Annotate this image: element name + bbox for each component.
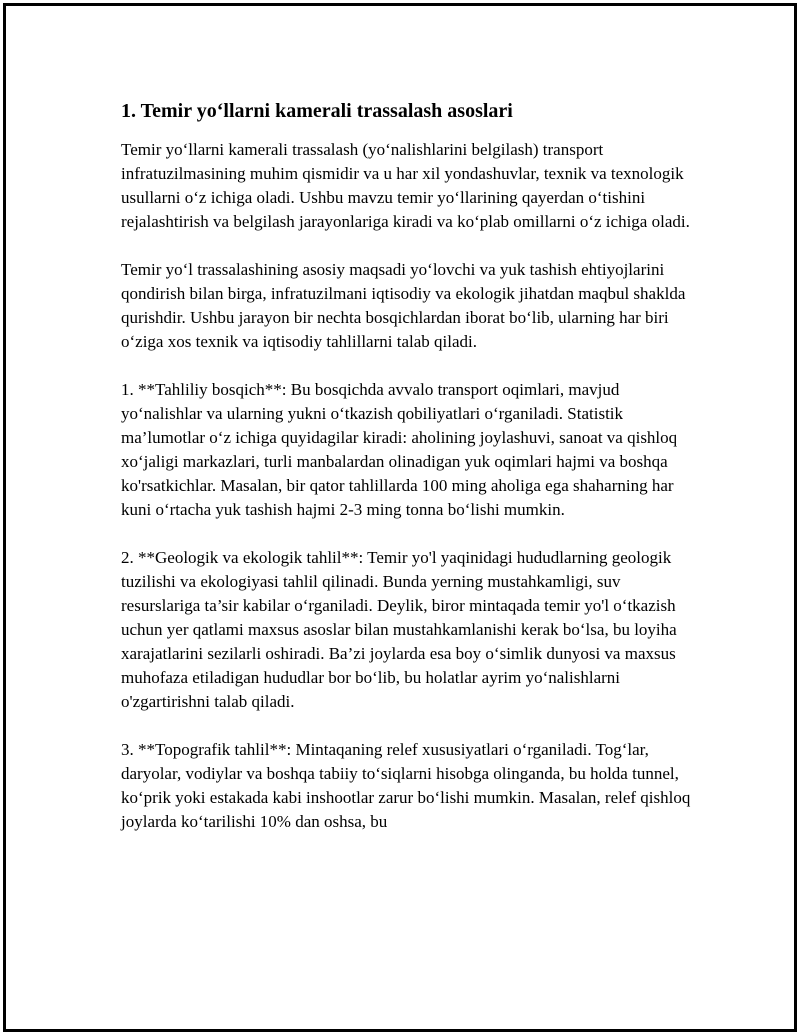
section-heading: 1. Temir yo‘llarni kamerali trassalash asoslari	[121, 100, 513, 122]
paragraph-analytical-stage: 1. **Tahliliy bosqich**: Bu bosqichda avvalo transport oqimlari, mavjud yo‘nalishlar va ularning yukni o‘tkazish qobiliyatlari o‘rganiladi. Statistik ma’lumotlar o‘z ichiga quyidagilar kiradi: aholining joylashuvi, sanoat va qishloq xo‘jaligi markazlari, turli manbalardan olinadigan yuk oqimlari hajmi va boshqa ko'rsatkichlar. Masalan, bir qator tahlillarda 100 ming aholiga ega shaharning har kuni o‘rtacha yuk tashish hajmi 2-3 ming tonna bo‘lishi mumkin.	[121, 380, 678, 519]
document-body	[121, 98, 691, 858]
paragraph-topographic-analysis: 3. **Topografik tahlil**: Mintaqaning relef xususiyatlari o‘rganiladi. Tog‘lar, daryolar, vodiylar va boshqa tabiiy to‘siqlarni hisobga olinganda, bu holda tunnel, ko‘prik yoki estakada kabi inshootlar zarur bo‘lishi mumkin. Masalan, relef qishloq joylarda ko‘tarilishi 10% dan oshsa, bu	[121, 740, 691, 831]
paragraph-geological-analysis: 2. **Geologik va ekologik tahlil**: Temir yo'l yaqinidagi hududlarning geologik tuzilishi va ekologiyasi tahlil qilinadi. Bunda yerning mustahkamligi, suv resurslariga ta’sir kabilar o‘rganiladi. Deylik, biror mintaqada temir yo'l o‘tkazish uchun yer qatlami maxsus asoslar bilan mustahkamlanishi kerak bo‘lsa, bu loyiha xarajatlarini sezilarli oshiradi. Ba’zi joylarda esa boy o‘simlik dunyosi va maxsus muhofaza etiladigan hududlar bor bo‘lib, bu holatlar ayrim yo‘nalishlarni o'zgartirishni talab qiladi.	[121, 548, 677, 711]
page-frame	[3, 3, 797, 1032]
paragraph-intro: Temir yo‘llarni kamerali trassalash (yo‘nalishlarini belgilash) transport infratuzilmasining muhim qismidir va u har xil yondashuvlar, texnik va texnologik usullarni o‘z ichiga oladi. Ushbu mavzu temir yo‘llarining qayerdan o‘tishini rejalashtirish va belgilash jarayonlariga kiradi va ko‘plab omillarni o‘z ichiga oladi.	[121, 140, 690, 231]
paragraph-purpose: Temir yo‘l trassalashining asosiy maqsadi yo‘lovchi va yuk tashish ehtiyojlarini qondirish bilan birga, infratuzilmani iqtisodiy va ekologik jihatdan maqbul shaklda qurishdir. Ushbu jarayon bir nechta bosqichlardan iborat bo‘lib, ularning har biri o‘ziga xos texnik va iqtisodiy tahlillarni talab qiladi.	[121, 260, 686, 351]
